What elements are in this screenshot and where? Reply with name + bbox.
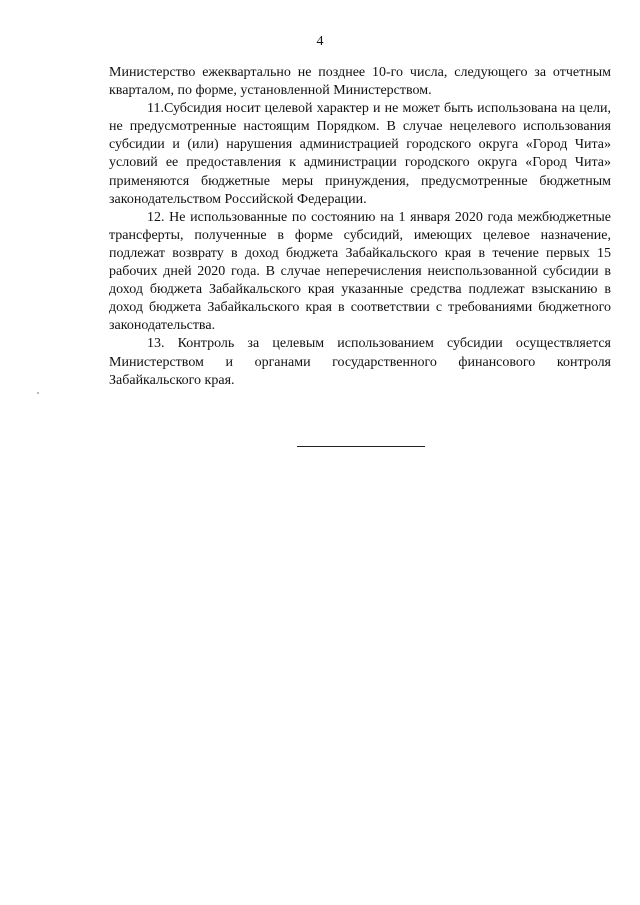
paragraph-13: 13. Контроль за целевым использованием субсидии осуществляется Министерством и органами государственного финансового контроля Забайкальского края. (109, 336, 611, 388)
paragraph-12: 12. Не использованные по состоянию на 1 января 2020 года межбюджетные трансферты, полученные в форме субсидий, имеющих целевое назначение, подлежат возврату в доход бюджета Забайкальского края в течение первых 15 рабочих дней 2020 года. В случае неперечисления неиспользованной субсидии в доход бюджета Забайкальского края указанные средства подлежат взысканию в доход бюджета Забайкальского края в соответствии с требованиями бюджетного законодательства. (109, 209, 611, 334)
paragraph-11: 11.Субсидия носит целевой характер и не может быть использована на цели, не предусмотренные настоящим Порядком. В случае нецелевого использования субсидии и (или) нарушения администрацией городского округа «Город Чита» условий ее предоставления к администрации городского округа «Город Чита» применяются бюджетные меры принуждения, предусмотренные бюджетным законодательством Российской Федерации. (109, 101, 611, 207)
scan-artifact-dot (37, 392, 39, 394)
paragraph-10-continuation: Министерство ежеквартально не позднее 10-го числа, следующего за отчетным кварталом, по форме, установленной Министерством. (109, 65, 611, 99)
page-number: 4 (316, 34, 324, 49)
document-body (109, 64, 611, 390)
end-separator-line (297, 446, 425, 447)
